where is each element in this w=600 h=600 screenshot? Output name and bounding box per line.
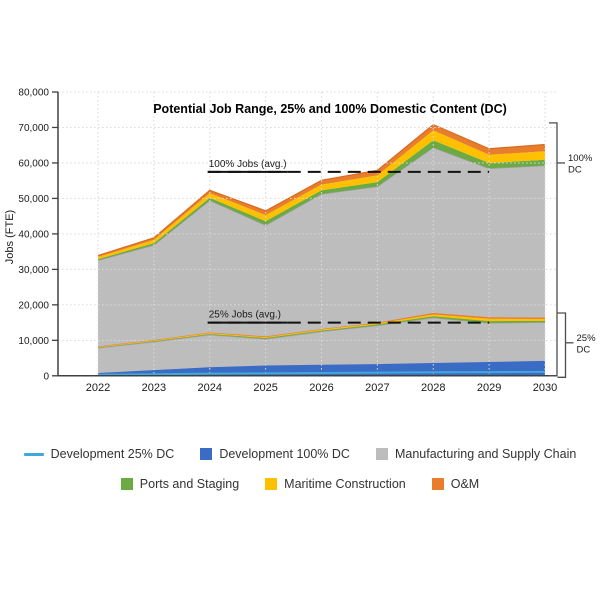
legend-item	[432, 477, 479, 491]
legend-square-swatch-icon	[121, 478, 133, 490]
bracket-label: DC	[576, 344, 591, 356]
chart-legend	[0, 447, 600, 491]
avg-line-label: 100% Jobs (avg.)	[208, 158, 287, 170]
legend-item-label: Manufacturing and Supply Chain	[394, 447, 577, 461]
bracket-label: DC	[568, 164, 582, 176]
legend-row	[121, 477, 479, 491]
x-tick-label: 2022	[85, 382, 111, 394]
avg-line-label: 25% Jobs (avg.)	[208, 309, 282, 321]
y-tick-label: 40,000	[18, 229, 49, 241]
x-tick-label: 2023	[141, 382, 167, 394]
x-tick-label: 2029	[476, 382, 502, 394]
legend-item-label: Maritime Construction	[284, 477, 406, 491]
legend-item	[24, 447, 175, 461]
legend-item-label: Development 100% DC	[219, 447, 350, 461]
bracket-label: 100%	[568, 152, 593, 164]
legend-item	[200, 447, 350, 461]
x-tick-label: 2026	[309, 382, 334, 394]
legend-item-label: Development 25% DC	[50, 447, 175, 461]
x-tick-label: 2027	[365, 382, 390, 394]
legend-row	[24, 447, 577, 461]
y-tick-label: 20,000	[18, 300, 49, 312]
y-axis-title: Jobs (FTE)	[4, 209, 16, 265]
scenario-bracket	[549, 123, 557, 376]
legend-square-swatch-icon	[376, 448, 388, 460]
legend-item	[265, 477, 406, 491]
y-tick-label: 50,000	[18, 193, 49, 205]
legend-item	[121, 477, 239, 491]
legend-line-swatch-icon	[24, 453, 44, 456]
legend-square-swatch-icon	[432, 478, 444, 490]
y-tick-label: 0	[43, 371, 49, 383]
y-tick-label: 80,000	[18, 87, 49, 99]
y-tick-label: 70,000	[18, 122, 49, 134]
y-tick-label: 10,000	[18, 335, 49, 347]
x-tick-label: 2030	[532, 382, 558, 394]
legend-square-swatch-icon	[200, 448, 212, 460]
x-tick-label: 2028	[421, 382, 446, 394]
x-tick-label: 2025	[253, 382, 278, 394]
x-tick-label: 2024	[197, 382, 222, 394]
chart-title: Potential Job Range, 25% and 100% Domestic Content (DC)	[153, 102, 507, 116]
legend-item-label: Ports and Staging	[139, 477, 240, 491]
legend-item	[376, 447, 576, 461]
y-tick-label: 60,000	[18, 158, 49, 170]
legend-item-label: O&M	[450, 477, 480, 491]
bracket-label: 25%	[576, 332, 596, 344]
scenario-bracket	[558, 313, 566, 377]
y-tick-label: 30,000	[18, 264, 49, 276]
legend-square-swatch-icon	[265, 478, 277, 490]
